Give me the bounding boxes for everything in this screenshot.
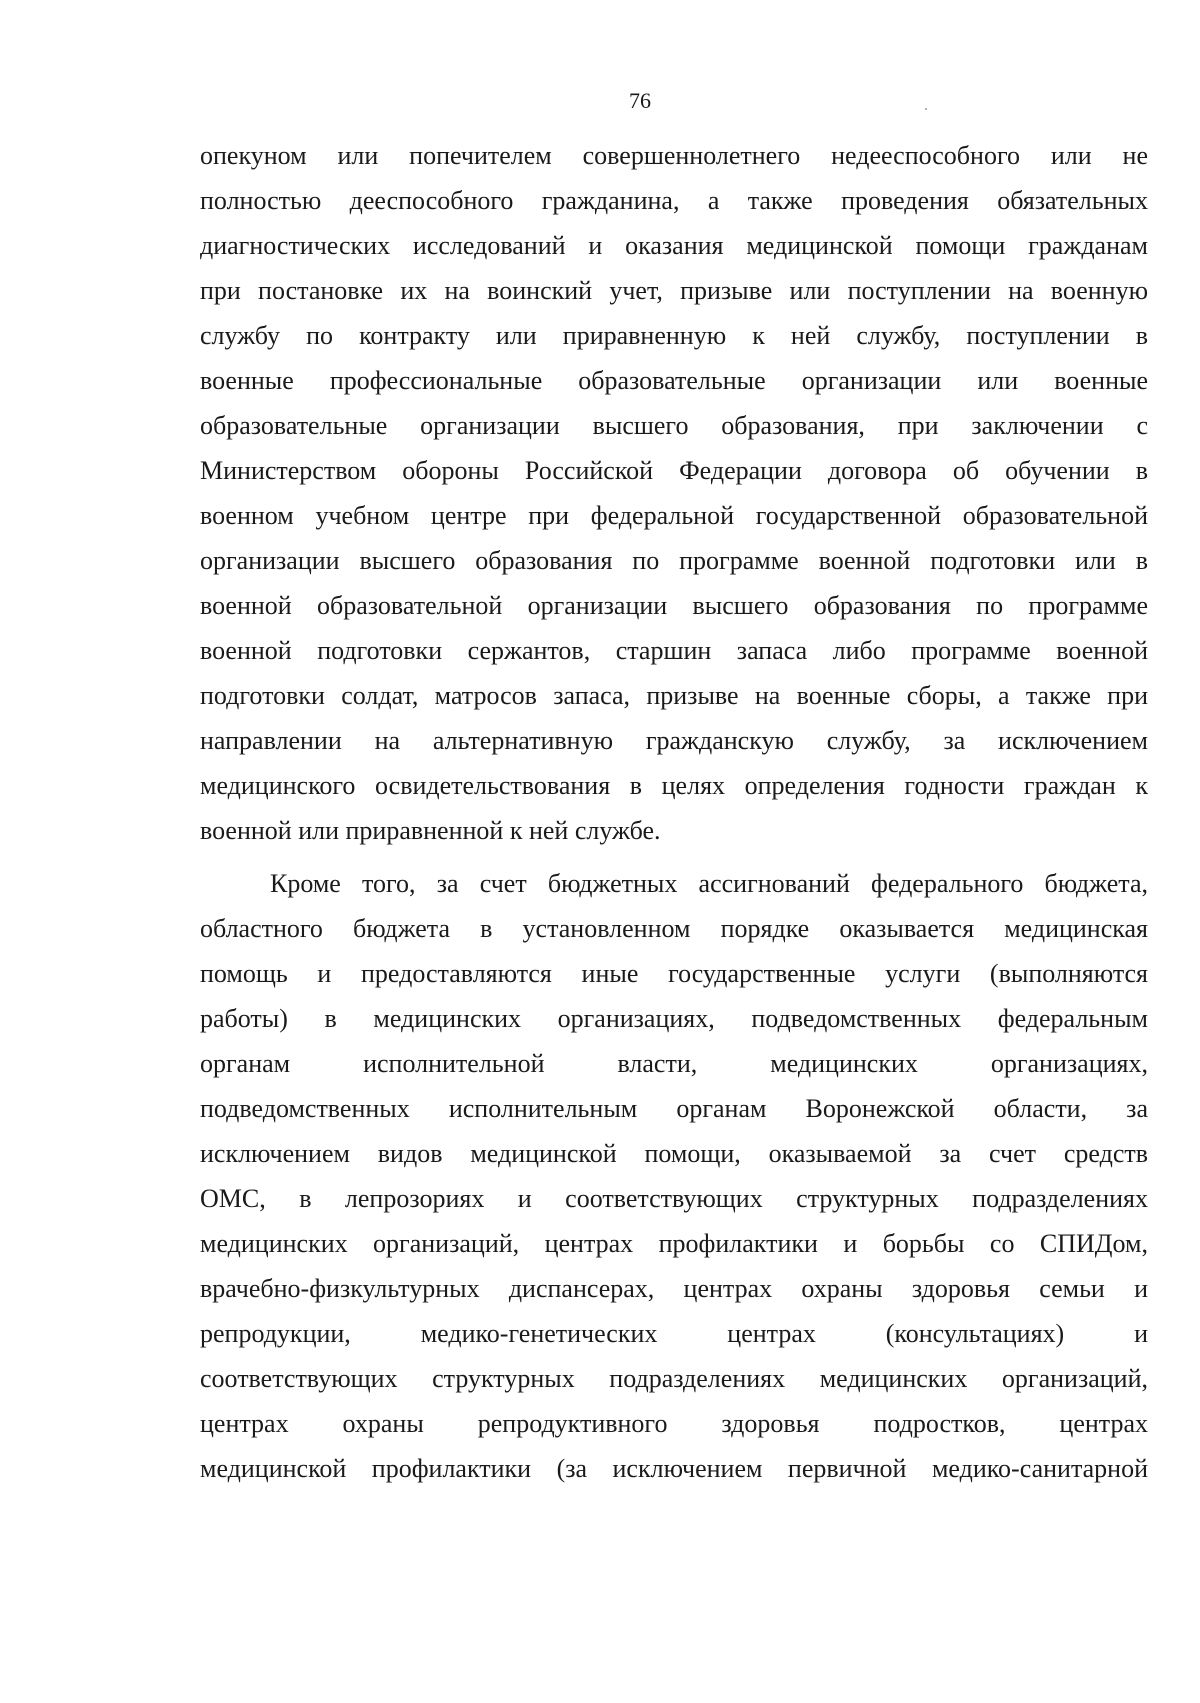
text-line: областного бюджета в установленном порядке оказывается медицинская: [200, 914, 1148, 943]
text-line: медицинского освидетельствования в целях определения годности граждан к: [200, 771, 1148, 800]
text-line: ОМС, в лепрозориях и соответствующих структурных подразделениях: [200, 1184, 1148, 1213]
scan-speck: [925, 108, 927, 110]
text-line: военной образовательной организации высшего образования по программе: [200, 591, 1148, 620]
page-number: 76: [629, 88, 651, 113]
body-text: [200, 133, 1148, 1491]
text-line: помощь и предоставляются иные государственные услуги (выполняются: [200, 959, 1148, 988]
text-line: Кроме того, за счет бюджетных ассигнований федерального бюджета,: [270, 869, 1148, 898]
text-line: полностью дееспособного гражданина, а также проведения обязательных: [200, 186, 1148, 215]
text-line: центрах охраны репродуктивного здоровья подростков, центрах: [200, 1409, 1148, 1438]
text-line: военной подготовки сержантов, старшин запаса либо программе военной: [200, 636, 1148, 665]
text-line: медицинской профилактики (за исключением первичной медико-санитарной: [200, 1454, 1148, 1483]
text-line: подготовки солдат, матросов запаса, призыве на военные сборы, а также при: [200, 681, 1148, 710]
text-line: военном учебном центре при федеральной государственной образовательной: [200, 501, 1148, 530]
text-line: соответствующих структурных подразделениях медицинских организаций,: [200, 1364, 1148, 1393]
text-line: работы) в медицинских организациях, подведомственных федеральным: [200, 1004, 1148, 1033]
text-line: репродукции, медико-генетических центрах (консультациях) и: [200, 1319, 1148, 1348]
paragraph-2: [200, 861, 1148, 1491]
text-line: организации высшего образования по программе военной подготовки или в: [200, 546, 1148, 575]
paragraph-1: [200, 133, 1148, 853]
text-line: при постановке их на воинский учет, призыве или поступлении на военную: [200, 276, 1148, 305]
paragraph-gap: [200, 853, 1148, 861]
text-line: опекуном или попечителем совершеннолетнего недееспособного или не: [200, 141, 1148, 170]
text-line: исключением видов медицинской помощи, оказываемой за счет средств: [200, 1139, 1148, 1168]
text-line: диагностических исследований и оказания медицинской помощи гражданам: [200, 231, 1148, 260]
text-line: службу по контракту или приравненную к ней службу, поступлении в: [200, 321, 1148, 350]
text-line: направлении на альтернативную гражданскую службу, за исключением: [200, 726, 1148, 755]
text-line: подведомственных исполнительным органам Воронежской области, за: [200, 1094, 1148, 1123]
text-line: образовательные организации высшего образования, при заключении с: [200, 411, 1148, 440]
text-line: врачебно-физкультурных диспансерах, центрах охраны здоровья семьи и: [200, 1274, 1148, 1303]
text-line: военные профессиональные образовательные организации или военные: [200, 366, 1148, 395]
text-line: Министерством обороны Российской Федерации договора об обучении в: [200, 456, 1148, 485]
text-line: военной или приравненной к ней службе.: [200, 816, 661, 845]
text-line: органам исполнительной власти, медицинских организациях,: [200, 1049, 1148, 1078]
text-line: медицинских организаций, центрах профилактики и борьбы со СПИДом,: [200, 1229, 1148, 1258]
